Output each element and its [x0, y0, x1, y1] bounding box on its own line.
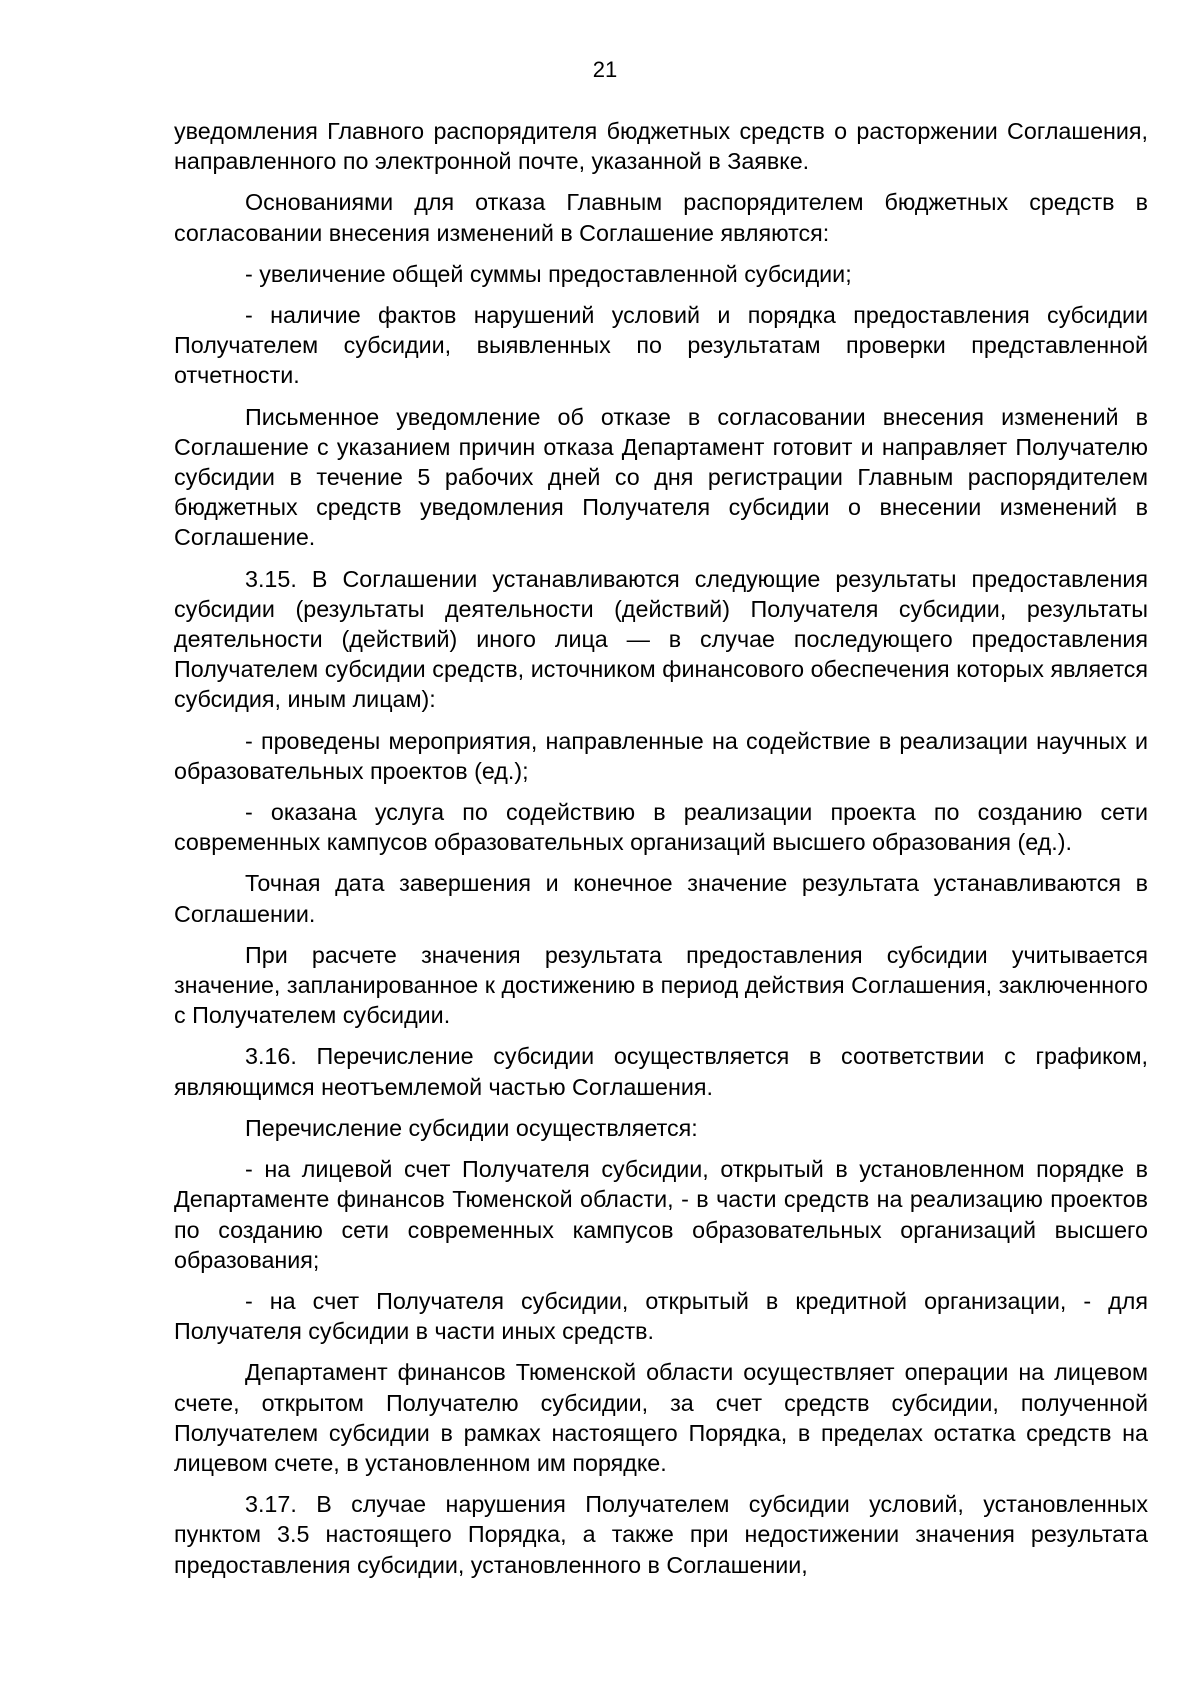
document-body [174, 116, 1148, 1591]
clause-3-16: 3.16. Перечисление субсидии осуществляется в соответствии с графиком, являющимся неотъемлемой частью Соглашения. [174, 1043, 1148, 1100]
list-item-violations: - наличие фактов нарушений условий и порядка предоставления субсидии Получателем субсидии, выявленных по результатам проверки представленной отчетности. [174, 302, 1148, 389]
list-item-events-held: - проведены мероприятия, направленные на содействие в реализации научных и образовательных проектов (ед.); [174, 727, 1148, 784]
list-item-service-provided: - оказана услуга по содействию в реализации проекта по созданию сети современных кампусов образовательных организаций высшего образования (ед.). [174, 799, 1148, 856]
clause-3-15: 3.15. В Соглашении устанавливаются следующие результаты предоставления субсидии (результаты деятельности (действий) Получателя субсидии, результаты деятельности (действий) иного лица — в случае последующего предоставления Получателем субсидии средств, источником финансового обеспечения которых является субсидия, иным лицам): [174, 565, 1148, 713]
list-item-increase-amount: - увеличение общей суммы предоставленной субсидии; [245, 260, 852, 287]
clause-3-17: 3.17. В случае нарушения Получателем субсидии условий, установленных пунктом 3.5 настоящего Порядка, а также при недостижении значения результата предоставления субсидии, установленного в Соглашении, [174, 1491, 1148, 1578]
paragraph-finance-department: Департамент финансов Тюменской области осуществляет операции на лицевом счете, открытом Получателю субсидии, за счет средств субсидии, полученной Получателем субсидии в рамках настоящего Порядка, в пределах остатка средств на лицевом счете, в установленном им порядке. [174, 1359, 1148, 1476]
paragraph-exact-date: Точная дата завершения и конечное значение результата устанавливаются в Соглашении. [174, 870, 1148, 927]
page-number: 21 [592, 57, 618, 82]
list-item-personal-account: - на лицевой счет Получателя субсидии, открытый в установленном порядке в Департаменте финансов Тюменской области, - в части средств на реализацию проектов по созданию сети современных кампусов образовательных организаций высшего образования; [174, 1156, 1148, 1273]
list-item-bank-account: - на счет Получателя субсидии, открытый в кредитной организации, - для Получателя субсидии в части иных средств. [174, 1287, 1148, 1345]
paragraph-refusal-notice: Письменное уведомление об отказе в согласовании внесения изменений в Соглашение с указанием причин отказа Департамент готовит и направляет Получателю субсидии в течение 5 рабочих дней со дня регистрации Главным распорядителем бюджетных средств уведомления Получателя субсидии о внесении изменений в Соглашение. [174, 403, 1148, 551]
paragraph-continuation: уведомления Главного распорядителя бюджетных средств о расторжении Соглашения, направленного по электронной почте, указанной в Заявке. [174, 118, 1148, 175]
paragraph-transfer-intro: Перечисление субсидии осуществляется: [245, 1114, 698, 1141]
paragraph-result-calculation: При расчете значения результата предоставления субсидии учитывается значение, запланированное к достижению в период действия Соглашения, заключенного с Получателем субсидии. [174, 941, 1148, 1029]
paragraph-refusal-grounds: Основаниями для отказа Главным распорядителем бюджетных средств в согласовании внесения изменений в Соглашение являются: [174, 189, 1148, 246]
